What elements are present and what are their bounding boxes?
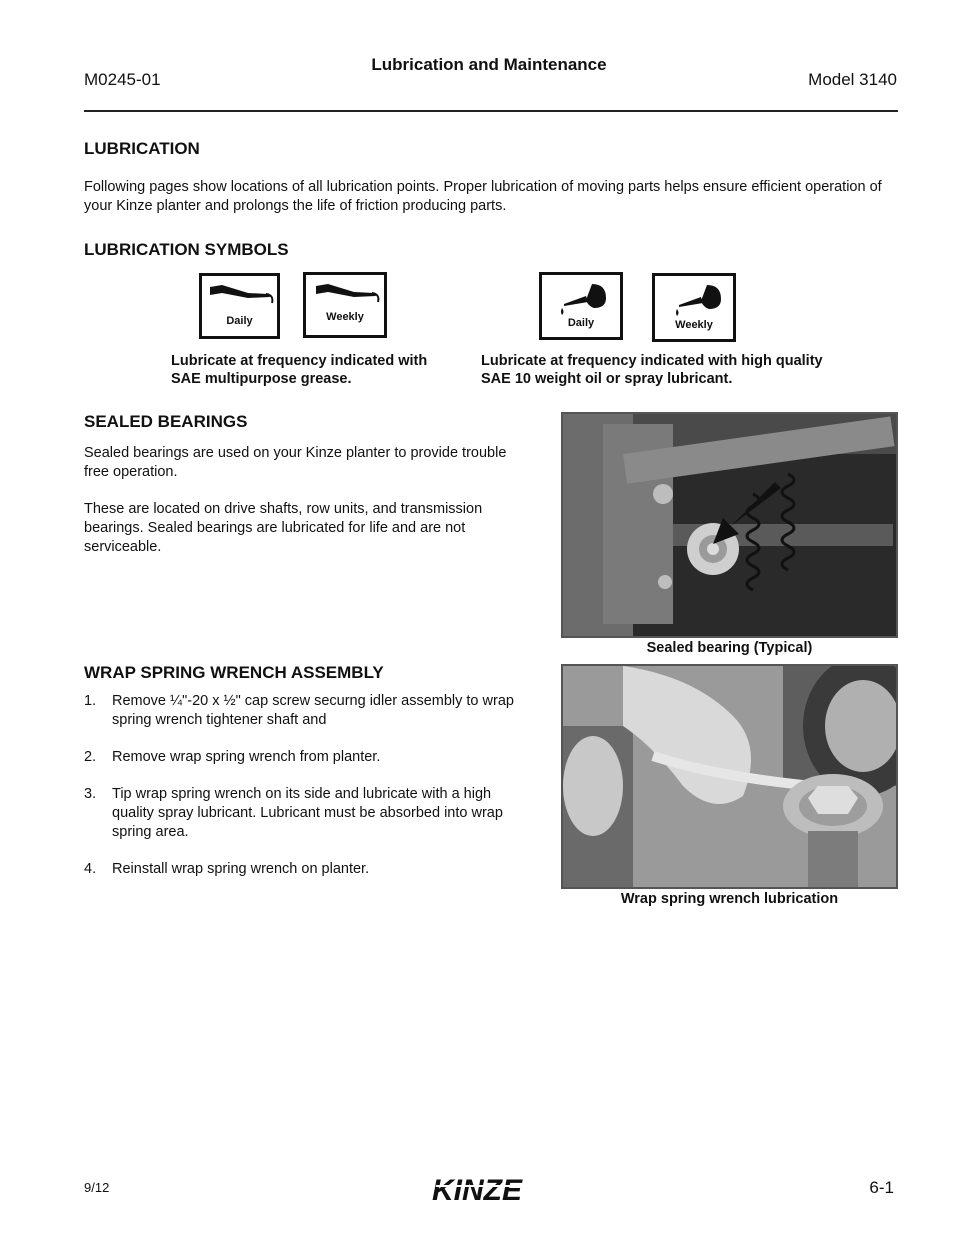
list-item <box>84 860 524 879</box>
oil-weekly-symbol <box>652 273 736 342</box>
sealed-bearings-para1: Sealed bearings are used on your Kinze planter to provide trouble free operation. <box>84 445 507 480</box>
step-number: 2. <box>84 749 97 765</box>
step-number: 1. <box>84 693 97 709</box>
grease-daily-label: Daily <box>226 315 253 327</box>
section-title: Lubrication and Maintenance <box>371 55 607 74</box>
grease-caption: Lubricate at frequency indicated with SAE multipurpose grease. <box>171 353 428 387</box>
sealed-bearings-heading: SEALED BEARINGS <box>84 412 248 431</box>
grease-gun-icon <box>312 280 382 310</box>
wrap-spring-steps <box>84 692 524 897</box>
step-number: 4. <box>84 861 97 877</box>
wrap-spring-heading: WRAP SPRING WRENCH ASSEMBLY <box>84 663 384 682</box>
sealed-bearings-para2: These are located on drive shafts, row units, and transmission bearings. Sealed bearings are lubricated for life and are not serviceable. <box>84 501 483 555</box>
lubrication-heading: LUBRICATION <box>84 139 200 158</box>
header-rule <box>84 110 898 112</box>
list-item <box>84 785 524 842</box>
grease-daily-symbol <box>199 273 280 339</box>
oil-caption: Lubricate at frequency indicated with high quality SAE 10 weight oil or spray lubricant. <box>481 353 823 387</box>
grease-gun-icon <box>208 281 274 311</box>
lubrication-body: Following pages show locations of all lubrication points. Proper lubrication of moving parts helps ensure efficient operation of your Kinze planter and prolongs the life of friction producing parts. <box>84 179 882 214</box>
oil-weekly-label: Weekly <box>675 319 713 331</box>
oil-can-icon <box>548 280 618 318</box>
page-number: 6-1 <box>869 1178 894 1197</box>
oil-daily-label: Daily <box>567 317 595 329</box>
step-number: 3. <box>84 786 97 802</box>
model-number: Model 3140 <box>808 70 897 89</box>
grease-weekly-label: Weekly <box>326 311 364 323</box>
symbols-heading: LUBRICATION SYMBOLS <box>84 240 289 259</box>
doc-number: M0245-01 <box>84 70 161 89</box>
list-item <box>84 748 524 767</box>
oil-daily-symbol <box>539 272 623 340</box>
step-text: Remove wrap spring wrench from planter. <box>112 749 381 765</box>
kinze-logo-text: KINZE <box>432 1174 522 1206</box>
sealed-bearing-caption: Sealed bearing (Typical) <box>646 640 813 656</box>
wrap-spring-caption: Wrap spring wrench lubrication <box>620 891 839 907</box>
step-text: Reinstall wrap spring wrench on planter. <box>112 861 370 877</box>
oil-can-icon <box>661 281 731 319</box>
list-item <box>84 692 524 730</box>
step-text: Tip wrap spring wrench on its side and lubricate with a high quality spray lubricant. Lubricant must be absorbed into wrap spring area. <box>112 786 503 840</box>
step-text: Remove ¼"-20 x ½" cap screw securng idler assembly to wrap spring wrench tightener shaft and <box>112 693 514 728</box>
footer-date: 9/12 <box>84 1180 110 1195</box>
wrap-spring-photo <box>561 664 898 889</box>
grease-weekly-symbol <box>303 272 387 338</box>
sealed-bearing-photo <box>561 412 898 638</box>
kinze-logo <box>430 1172 550 1211</box>
